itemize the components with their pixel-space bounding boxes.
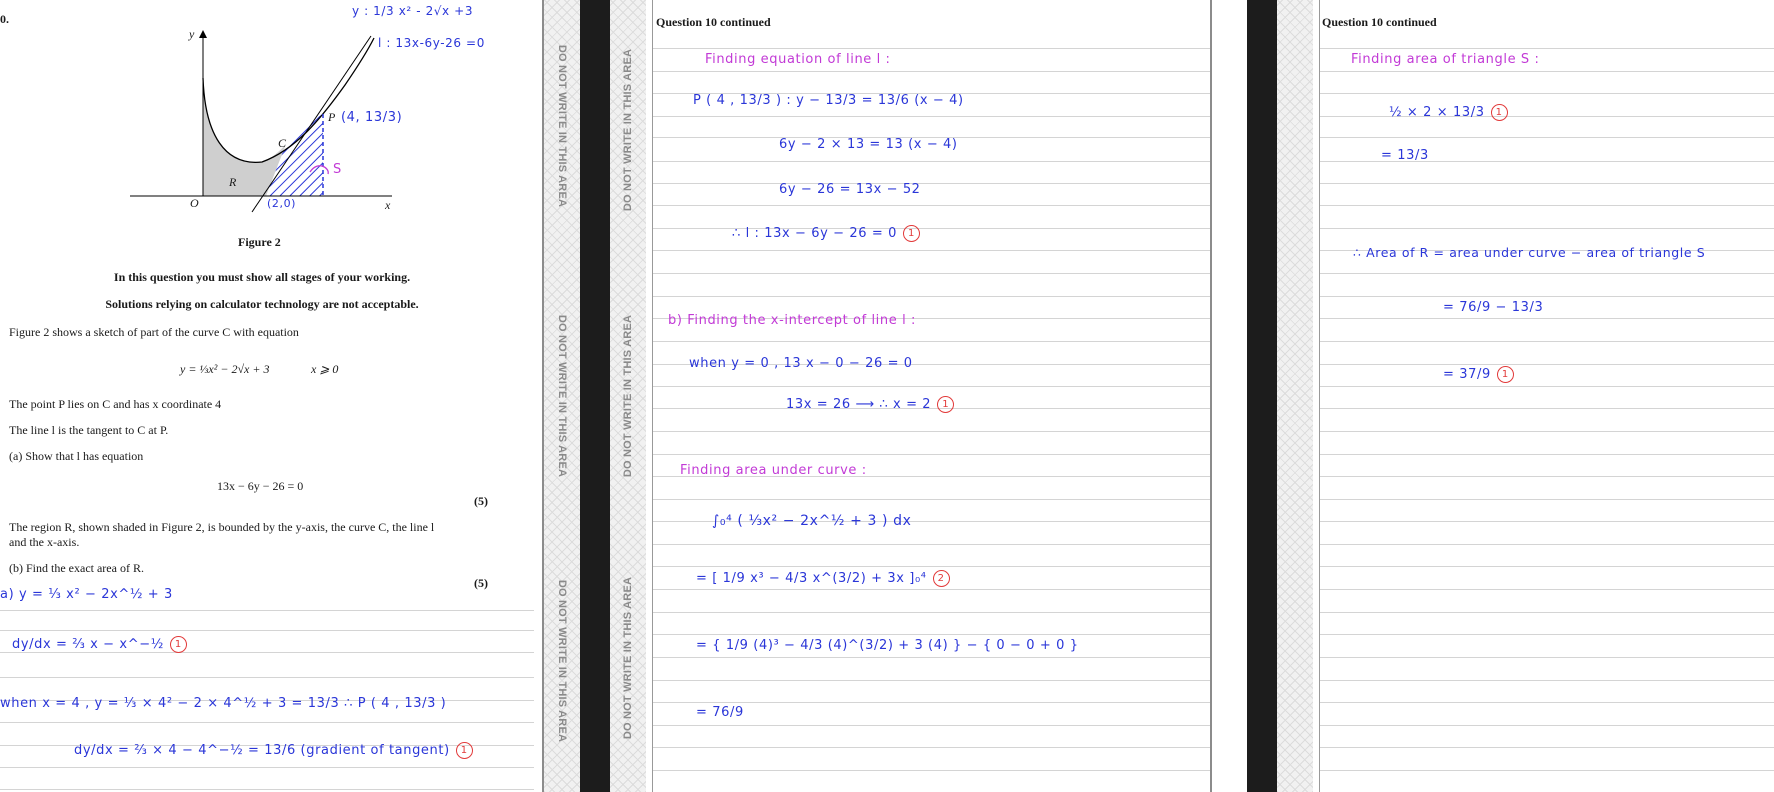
point-p-text: The point P lies on C and has x coordinate 4 — [9, 397, 222, 411]
work-line: = 76/9 — [696, 705, 744, 720]
working-line-2 — [12, 636, 187, 653]
work-line-result — [786, 396, 954, 413]
curve-equation: y = ⅓x² − 2√x + 3 — [180, 362, 270, 376]
work-line: 6y − 2 × 13 = 13 (x − 4) — [779, 137, 958, 152]
point-annotation: (4, 13/3) — [341, 110, 403, 125]
work-line-result — [732, 225, 920, 242]
mark-circle: 1 — [1497, 366, 1514, 383]
part-a-text: (a) Show that l has equation — [9, 449, 144, 463]
working-line-2-text: dy/dx = ⅔ x − x^−½ — [12, 637, 164, 652]
mark-circle: 2 — [933, 570, 950, 587]
origin-label: O — [190, 196, 199, 210]
point-p-label: P — [328, 110, 336, 124]
curve-condition: x ⩾ 0 — [311, 362, 339, 376]
work-line-conclusion: ∴ Area of R = area under curve − area of triangle S — [1353, 245, 1706, 260]
work-line-text: 13x = 26 ⟶ ∴ x = 2 — [786, 397, 932, 412]
mark-circle: 1 — [170, 636, 187, 653]
line-l-text: The line l is the tangent to C at P. — [9, 423, 169, 437]
work-line: when y = 0 , 13 x − 0 − 26 = 0 — [689, 356, 913, 371]
work-heading-triangle-s: Finding area of triangle S : — [1351, 52, 1540, 67]
line-l-equation: 13x − 6y − 26 = 0 — [217, 479, 304, 493]
intercept-annotation: (2,0) — [267, 197, 297, 210]
margin-notice: DO NOT WRITE IN THIS AREA — [556, 44, 568, 208]
question-number: 0. — [0, 12, 9, 26]
work-heading-intercept: b) Finding the x-intercept of line l : — [668, 313, 916, 328]
region-r-text-1: The region R, shown shaded in Figure 2, is bounded by the y-axis, the curve C, the line l — [9, 520, 435, 534]
figure-caption: Figure 2 — [238, 235, 281, 249]
region-s-label: S — [333, 162, 342, 177]
mark-circle: 1 — [903, 225, 920, 242]
page-gap — [1212, 0, 1247, 792]
work-heading-area-under-curve: Finding area under curve : — [680, 463, 867, 478]
mark-circle: 1 — [1491, 104, 1508, 121]
work-line-text: ½ × 2 × 13/3 — [1389, 105, 1485, 120]
figure-2-graph — [0, 0, 542, 230]
margin-notice: DO NOT WRITE IN THIS AREA — [556, 314, 568, 478]
work-line: = { 1/9 (4)³ − 4/3 (4)^(3/2) + 3 (4) } − { 0 − 0 + 0 } — [696, 638, 1079, 653]
margin-notice: DO NOT WRITE IN THIS AREA — [556, 579, 568, 743]
curve-c-label: C — [278, 136, 287, 150]
page-gap — [580, 0, 610, 792]
mark-circle: 1 — [456, 742, 473, 759]
y-axis-label: y — [189, 27, 195, 41]
work-line-result — [1389, 104, 1508, 121]
x-axis-label: x — [385, 198, 391, 212]
instruction-calculator: Solutions relying on calculator technology are not acceptable. — [105, 297, 419, 311]
working-line-4 — [74, 742, 473, 759]
page-heading: Question 10 continued — [1322, 15, 1437, 29]
work-line-text: = [ 1/9 x³ − 4/3 x^(3/2) + 3x ]₀⁴ — [696, 571, 927, 586]
answer-page — [1277, 0, 1774, 792]
question-intro: Figure 2 shows a sketch of part of the curve C with equation — [9, 325, 299, 339]
work-line: = 13/3 — [1381, 148, 1429, 163]
work-line-integral: ∫₀⁴ ( ⅓x² − 2x^½ + 3 ) dx — [712, 513, 912, 529]
region-r-text-2: and the x-axis. — [9, 535, 80, 549]
margin-notice: DO NOT WRITE IN THIS AREA — [622, 576, 634, 740]
tangent-annotation: l : 13x-6y-26 =0 — [378, 36, 485, 50]
region-r-label: R — [229, 175, 237, 189]
question-page — [0, 0, 542, 792]
working-line-3: when x = 4 , y = ⅓ × 4² − 2 × 4^½ + 3 = 13/3 ∴ P ( 4 , 13/3 ) — [0, 696, 447, 711]
work-line-text: ∴ l : 13x − 6y − 26 = 0 — [732, 226, 897, 241]
working-line-4-text: dy/dx = ⅔ × 4 − 4^−½ = 13/6 (gradient of tangent) — [74, 743, 450, 758]
part-b-text: (b) Find the exact area of R. — [9, 561, 144, 575]
curve-annotation: y : 1/3 x² - 2√x +3 — [352, 4, 474, 18]
work-line: 6y − 26 = 13x − 52 — [779, 182, 921, 197]
work-line-result — [696, 570, 950, 587]
margin-notice: DO NOT WRITE IN THIS AREA — [622, 48, 634, 212]
work-line-text: = 37/9 — [1443, 367, 1491, 382]
page-gap — [1247, 0, 1277, 792]
marks-b: (5) — [474, 576, 488, 590]
marks-a: (5) — [474, 494, 488, 508]
margin-strip — [1277, 0, 1313, 792]
work-heading-line-l: Finding equation of line l : — [705, 52, 891, 67]
working-line-1: a) y = ⅓ x² − 2x^½ + 3 — [0, 587, 173, 602]
margin-notice: DO NOT WRITE IN THIS AREA — [622, 314, 634, 478]
work-line-result — [1443, 366, 1514, 383]
work-line: = 76/9 − 13/3 — [1443, 300, 1544, 315]
instruction-working: In this question you must show all stages of your working. — [113, 270, 411, 284]
mark-circle: 1 — [937, 396, 954, 413]
answer-page — [610, 0, 1210, 792]
page-heading: Question 10 continued — [656, 15, 771, 29]
work-line: P ( 4 , 13/3 ) : y − 13/3 = 13/6 (x − 4) — [693, 93, 964, 108]
